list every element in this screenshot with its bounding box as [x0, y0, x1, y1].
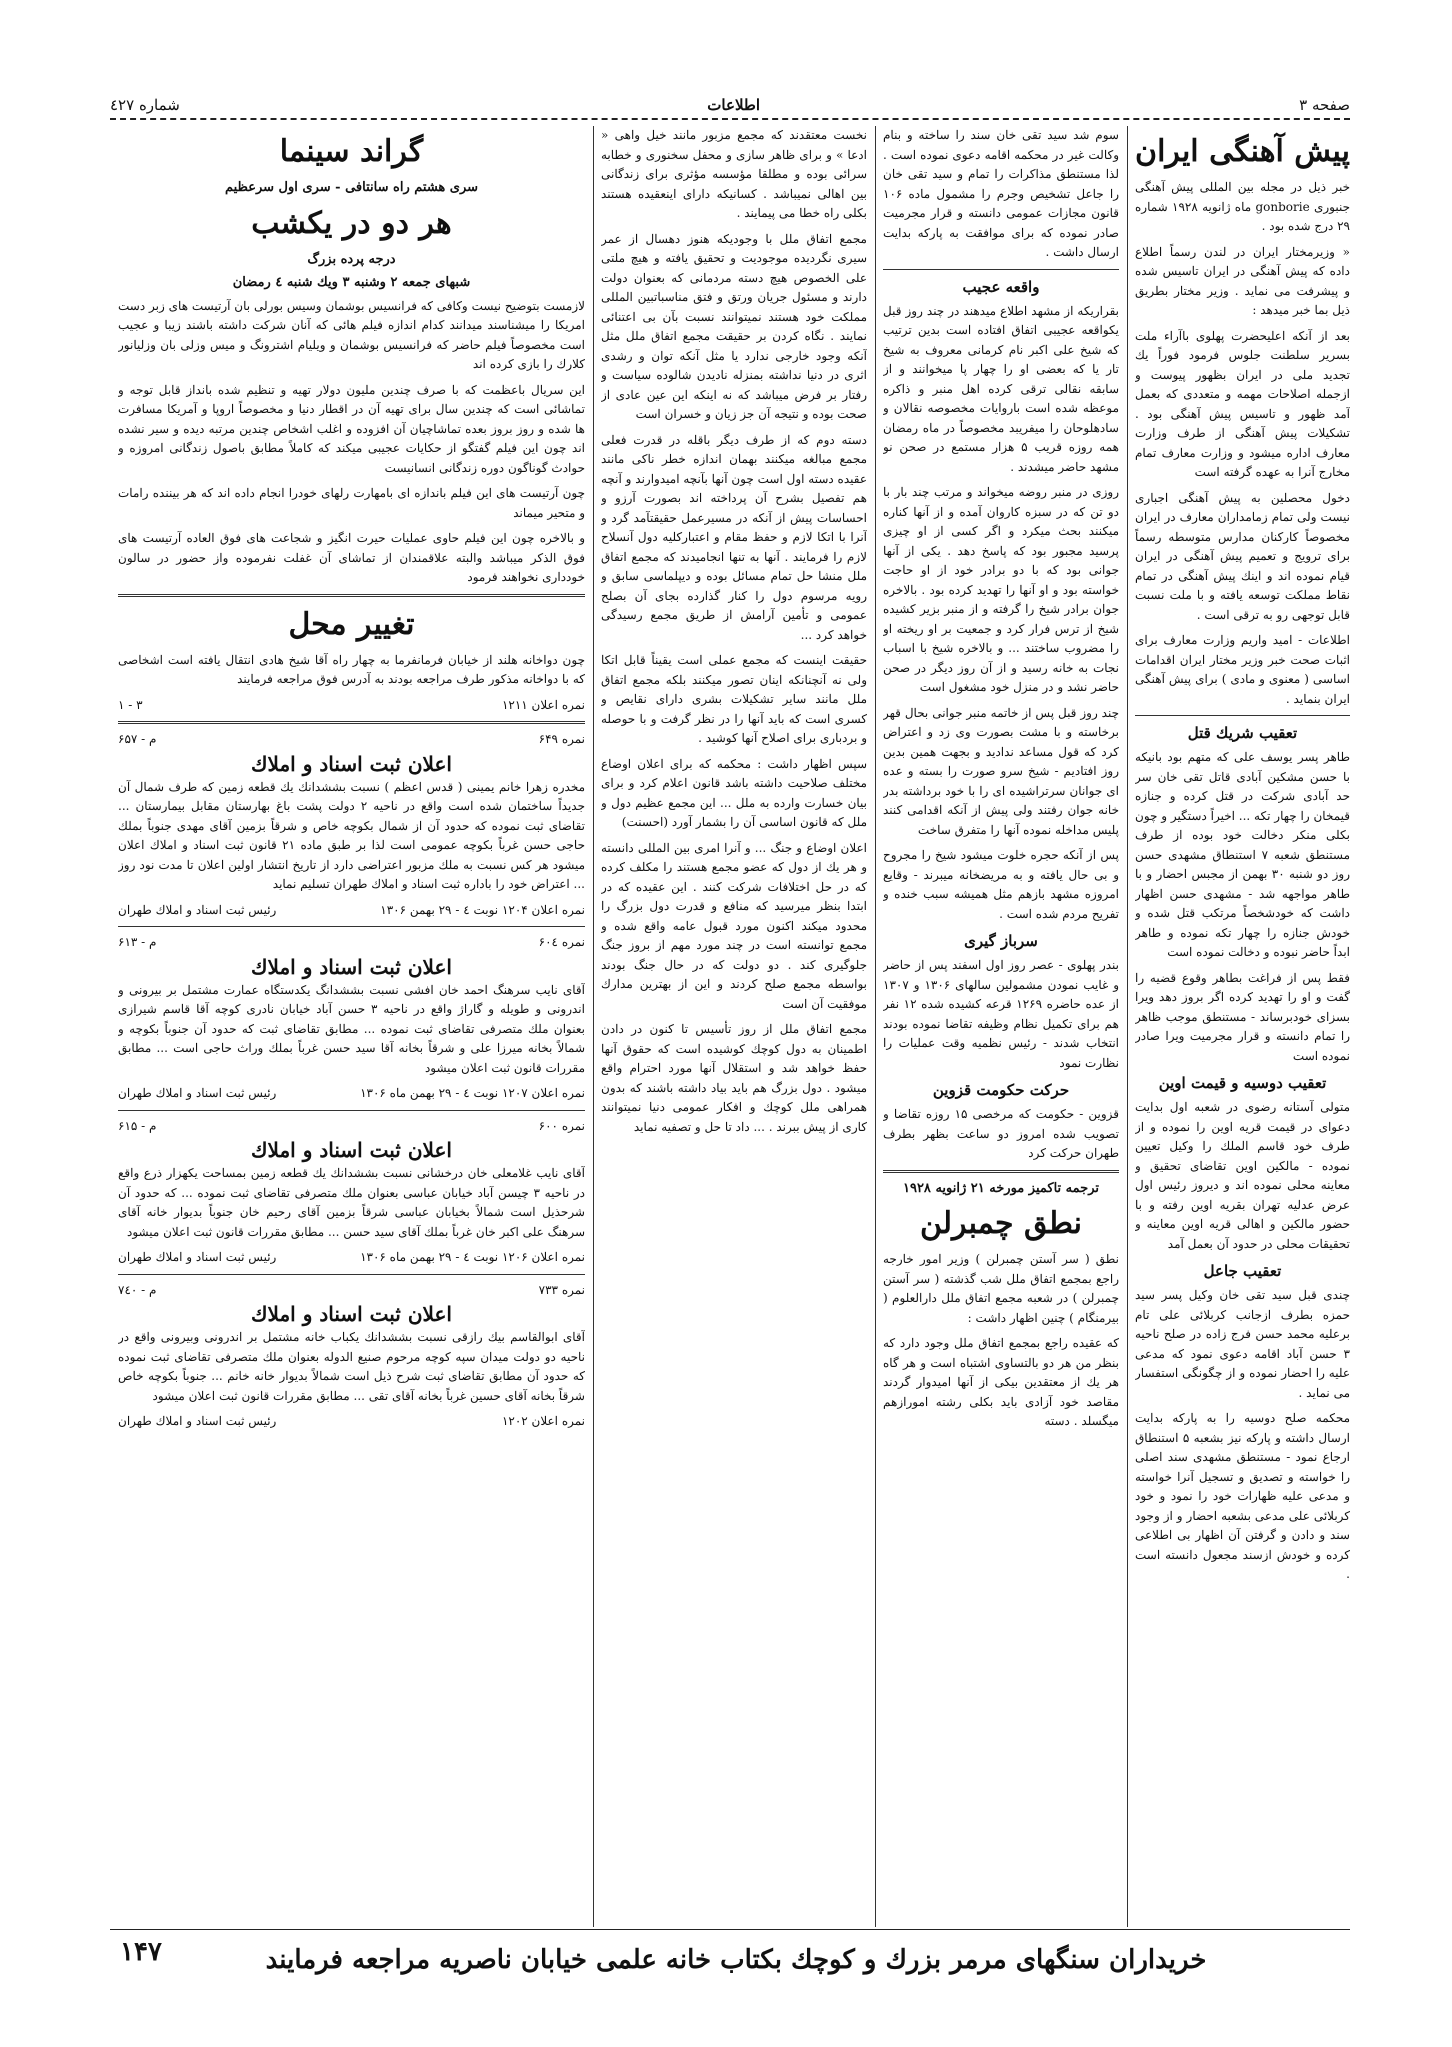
- paragraph: مجمع اتفاق ملل از روز تأسیس تا کنون در دادن اطمینان به دول کوچك کوشیده است که حقوق آنها حفظ خواهد شد و استقلال آنها مورد احترام واقع میشود . دول بزرگ هم باید بیاد داشته باشند که بدون همراهی ملل کوچك و افکار عمومی دنیا نمیتوانند کاری از پیش ببرند . ... داد تا حل و تصفیه نماید: [601, 1022, 867, 1134]
- ad-footer: [118, 901, 585, 921]
- ad-title: اعلان ثبت اسناد و املاك: [251, 1302, 452, 1326]
- newspaper-name: اطلاعات: [707, 96, 760, 114]
- ad-footer: [118, 1412, 585, 1432]
- ad-signature: رئیس ثبت اسناد و املاك طهران: [118, 1250, 277, 1264]
- ad-number: نمره ۷۳۳: [538, 1282, 585, 1297]
- footer-page-number: ۱۴۷: [120, 1937, 162, 1967]
- ad-code: م - ۷٤۰: [118, 1282, 157, 1297]
- paragraph: متولی آستانه رضوی در شعبه اول بدایت دعوای در قیمت قریه اوین را نموده و از طرف خود قاسم الملك را وکیل تعیین نموده - مالکین اوین تقاضای تحقیق و معاینه محلی نموده اند و دیروز رئیس اول عرض عدلیه تهران بقریه اوین رفته و با حضور مالکین و اهالی قریه اوین معاینه و تحقیقات محلی در حدود آن بعمل آمد: [1135, 1100, 1350, 1251]
- ad-footer-count: ۳ - ۱: [118, 697, 143, 712]
- ad-signature: رئیس ثبت اسناد و املاك طهران: [118, 1086, 277, 1100]
- paragraph: محکمه صلح دوسیه را به پارکه بدایت ارسال داشته و پارکه نیز بشعبه ۵ استنطاق ارجاع نمود - مستنطق مشهدی سند اصلی را خواسته و تصدیق و تسجیل آنرا خواسته و مدعی علیه ظهارات خود را نمود و خود کربلائی علی مدعی بشعبه احضار و از وجود سند و دادن و گرفتن آن اظهار بی اطلاعی کرده و خودش ازسند مجعول دانسته است .: [1135, 1411, 1350, 1581]
- paragraph: قزوین - حکومت که مرخصی ۱۵ روزه تقاضا و تصویب شده امروز دو ساعت بظهر بطرف طهران حرکت کرد: [883, 1107, 1119, 1160]
- paragraph: و بالاخره چون این فیلم حاوی عملیات حیرت انگیز و شجاعت های فوق العاده آرتیست های فوق الذکر میباشد والبته علاقمندان از تماشای آن غفلت نفرموده واز حضور در سالون خودداری نخواهند فرمود: [118, 531, 585, 584]
- divider: [883, 1170, 1119, 1173]
- paragraph: لازمست بتوضیح نیست وکافی که فرانسیس بوشمان وسیس بورلی بان آرتیست های زبر دست امریکا را میشناسند میدانند کدام اندازه فیلم هائی که آنان شرکت داشته باشند زیبا و عجیب است مخصوصاً فیلم حاضر که فرانسیس بوشمان و ویلیام اشترونگ و میس وزلی بان وزلیانور کلارك را بازی کرده اند: [118, 298, 585, 371]
- paragraph: این سریال باعظمت که با صرف چندین ملیون دولار تهیه و تنظیم شده بانداز قابل توجه و تماشائی است که چندین سال برای تهیه آن در اقطار دنیا و مخصوصاً اروپا و آمریکا مسافرت ها شده و روز بروز بعده تماشاچیان آن افزوده و اغلب اشخاص چندین مرتبه دیده و سیر نشده اند چون این فیلم گفتگو از حکایات عجیبی میکند که کاملاً مطابق باصول زندگانی امروزه و حوادث گوناگون دوره زندگانی انسانیست: [118, 382, 585, 475]
- section-heading: تغییر محل: [288, 606, 415, 642]
- section-heading: سرباز گیری: [964, 932, 1038, 950]
- ad-signature: رئیس ثبت اسناد و املاك طهران: [118, 1414, 277, 1428]
- ad-text: مخدره زهرا خانم یمینی ( قدس اعظم ) نسبت بششدانك یك قطعه زمین که طرف شمال آن جدیداً ساختمان شده است واقع در ناحیه ۲ دولت پشت باغ بهارستان مقابل بیمارستان ... تقاضای ثبت نموده که حدود آن از شمال بکوچه خاص و شرقاً بزمین آقای مهدی جنوباً بملك حاجی حسن غرباً بکوچه عمومی است لذا بر طبق ماده ۲۱ قانون ثبت اسناد و املاك اعلان میشود هر کس نسبت به ملك مزبور اعتراضی دارد از تاریخ انتشار اولین اعلان تا مدت نود روز ... اعتراض خود را باداره ثبت اسناد و املاك طهران تسلیم نماید: [118, 779, 585, 891]
- page-number: صفحه ۳: [1299, 96, 1350, 114]
- section-heading: حرکت حکومت قزوین: [932, 1081, 1070, 1099]
- section-heading: تعقیب شریك قتل: [1187, 724, 1298, 742]
- page-header: [110, 96, 1350, 116]
- paragraph: سپس اظهار داشت : محکمه که برای اعلان اوضاع مختلف صلاحیت داشته باشد قانون اعلام کرد و برای بیان خسارت وارده به ملل ... این مجمع عظیم دول و ملل که قانون اساسی آن را بشمار آورد (احسنت): [601, 756, 867, 829]
- ad-code: م - ۶۵۷: [118, 732, 157, 746]
- ad-header: [118, 1281, 585, 1301]
- ad-code: م - ۶۱۳: [118, 935, 157, 949]
- paragraph: نطق ( سر آستن چمبرلن ) وزیر امور خارجه راجع بمجمع اتفاق ملل شب گذشته ( سر آستن چمبرلن ) در شعبه مجمع اتفاق ملل دارالعلوم ( بیرمنگام ) چنین اظهار داشت :: [883, 1252, 1119, 1325]
- paragraph: چون دواخانه هلند از خیابان فرمانفرما به چهار راه آقا شیخ هادی انتقال یافته است اشخاصی که با دواخانه مذکور طرف مراجعه بودند به آدرس فوق مراجعه فرمایند: [118, 652, 585, 686]
- ad-number: نمره ۶۴۹: [538, 732, 585, 746]
- section-heading: تعقیب دوسیه و قیمت اوین: [1158, 1074, 1327, 1092]
- paragraph: بندر پهلوی - عصر روز اول اسفند پس از حاضر و غایب نمودن مشمولین سالهای ۱۳۰۶ و ۱۳۰۷ از عده حاضره ۱۲۶۹ قرعه کشیده شده ۱۲ نفر هم برای تکمیل نظام وظیفه تقاضا نموده بودند انتخاب شدند - رئیس نظمیه وقت عملیات را نظارت نمود: [883, 958, 1119, 1070]
- ad-text: آقای نایب غلامعلی خان درخشانی نسبت بششدانك یك قطعه زمین بمساحت یکهزار ذرع واقع در ناحیه ۳ چیسن آباد خیابان عباسی بعنوان ملك متصرفی تقاضای ثبت نموده ... که حدود آن شرحذیل است شمالاً بخیابان عباسی شرقاً بزمین آقای رحیم خان جنوباً بدیوار خانه آقای سرهنگ علی اکبر خان غرباً بملك آقای سید حسن ... مطابق مقررات قانون ثبت اعلان میشود: [118, 1166, 585, 1239]
- ad-header: [118, 730, 585, 750]
- paragraph: که عقیده راجع بمجمع اتفاق ملل وجود دارد که بنظر من هر دو بالتساوی اشتباه است و هر گاه هر یك از معتقدین بیکی از آنها امیدوار گردند مقاصد خود آزادی باید بکلی رشته امورازهم میگسلد . دسته: [883, 1336, 1119, 1428]
- column-1: [1135, 126, 1350, 1927]
- issue-number: شماره ٤٢٧: [110, 96, 180, 114]
- section-heading: تعقیب جاعل: [1203, 1262, 1282, 1280]
- paragraph: نخست معتقدند که مجمع مزبور مانند خیل واهی « ادعا » و برای ظاهر سازی و محفل سخنوری و خطابه سرائی بوده و مطلقا مؤسسه مؤثری برای زندگانی بین اهالی نمیباشد . کسانیکه دارای اینعقیده هستند بکلی راه خطا می پیمایند .: [601, 128, 867, 220]
- paragraph: بعد از آنکه اعلیحضرت پهلوی باآراء ملت بسریر سلطنت جلوس فرمود فوراً یك تجدید ملی در ایران بظهور پیوست و ازجمله اصلاحات مهمه و متعددی که بعمل آمد ظهور و تاسیس پیش آهنگی بود . تشکیلات پیش آهنگی از طرف وزارت معارف اداره میشود و وزارت معارف تمام مخارج آنرا به عهده گرفته است: [1135, 328, 1350, 479]
- column-divider: [593, 126, 594, 1927]
- divider: [118, 926, 585, 927]
- article-title: پیش آهنگی ایران: [1135, 134, 1350, 169]
- ad-footer-text: نمره اعلان ۱۲۰۲: [501, 1414, 585, 1428]
- ad-footer: [118, 696, 585, 716]
- film-title: هر دو در یکشب: [251, 205, 452, 241]
- paragraph: روزی در منبر روضه میخواند و مرتب چند بار با دو تن که در سبزه کاروان آمده و از آنها کناره میکنند بحث میکرد و اگر کسی از او چیزی پرسید مجبور بود که پاسخ دهد . یکی از آنها جوانی بود که با دو برادر خود از او حاجت خواسته بود و او آنها را تهدید کرده بود . بالاخره جوان برادر شیخ را گرفته و از منبر بزیر کشیده شیخ از ترس فرار کرد و جمعیت بر او ریخته او را مضروب ساختند ... و بالاخره شیخ با اسباب نجات به خانه رسید و از آن روز دیگر در صحن حاضر نشد و در منزل خود مشغول است: [883, 485, 1119, 694]
- column-2: [883, 126, 1119, 1927]
- paragraph: طاهر پسر یوسف علی که متهم بود بانیکه با حسن مشکین آبادی قاتل تقی خان سر حد آبادی شرکت در قتل کرده و جنازه قیمخان را چهار تکه ... اخیراً دستگیر و چون بکلی منکر دخالت خود بوده از طرف مستنطق شعبه ۷ استنطاق مشهدی حسن روز دو شنبه ۳۰ بهمن از مجبس احضار و با طاهر مواجهه شد - مشهدی حسن اظهار داشت که خودشخصاً مرتکب قتل شده و خودش جنازه را چهار تکه نموده و طاهر ابداً حاضر نبوده و دخالت نموده است: [1135, 750, 1350, 959]
- paragraph: بقراریکه از مشهد اطلاع میدهند در چند روز قبل یکواقعه عجیبی اتفاق افتاده است بدین ترتیب که شیخ علی اکبر نام کرمانی معروف به شیخ تار یا که بعضی او را چهار پا میخوانند و از سابقه نقالی ترقی کرده اهل منبر و ذاکره موعظه شده است باروایات مخصوصه نقالان و سادهلوحان را میفریبد مخصوصاً در ماه رمضان همه روزه قریب ۵ هزار مستمع در صحن نو مشهد حاضر میشدند .: [883, 303, 1119, 474]
- paragraph: اطلاعات - امید واریم وزارت معارف برای اثبات صحت خبر وزیر مختار ایران اقدامات اساسی ( معنوی و مادی ) برای پیش آهنگی ایران بنماید .: [1135, 633, 1350, 706]
- cinema-title: گراند سینما: [279, 134, 424, 169]
- ad-footer: [118, 1084, 585, 1104]
- cinema-subtitle: سری هشتم راه سانتافی - سری اول سرعظیم: [224, 180, 479, 195]
- header-rule: [110, 118, 1350, 120]
- divider: [1135, 715, 1350, 716]
- ad-number: نمره ۶۰۰: [538, 1118, 585, 1133]
- ad-footer-number: نمره اعلان ۱۲۱۱: [501, 697, 585, 712]
- paragraph: چند روز قبل پس از خاتمه منبر جوانی بحال قهر برخاسته و با مشت بصورت وی زد و اعتراض کرد که قول مساعد ندادید و بجهت همین بدین روز افتادیم - شیخ سرو صورت را بسته و عده ای جوانان سرتراشیده ای را با خود برداشته بدر خانه جوان رفتند ولی پیش از آنکه اقدامی کنند پلیس مداخله نموده آنها را متفرق ساخت: [883, 705, 1119, 837]
- paragraph: مجمع اتفاق ملل با وجودیکه هنوز دهسال از عمر سیری نگردیده موجودیت و تحقیق یافته و هیچ ملتی علی الخصوص هیچ دسته مردمانی که بعنوان دولت دارند و مسئول جریان ورتق و فتق مناسباتبین المللی مملکت خود هستند نمیتوانند نسبت بآن بی اعتنائی نمایند . نگاه کردن بر حقیقت مجمع اتفاق ملل مثل آنکه وجود خارجی ندارد یا مثل آنکه توان و رشدی اثری در دنیا نداشته بمنزله نادیدن شالوده سیاست و رفتار بر فرض میباشد که نه اینکه این عین عادی از صحت بوده و نتیجه آن جز زیان و خسران است: [601, 231, 867, 421]
- ad-footer-text: نمره اعلان ۱۲۰۷ نوبت ٤ - ۲۹ بهمن ماه ۱۳۰۶: [360, 1086, 585, 1100]
- paragraph: دسته دوم که از طرف دیگر باقله در قدرت فعلی مجمع مبالغه میکنند بهمان اندازه خطر ناکی مانند عقیده دسته اول است چون آنها بآنچه امیدوارند و آنچه هم تفصیل بشرح آن پرداخته اند بصورت آرزو و احساسات پیش از آنکه در مسیرعمل حقیقتآمد گرد و آنرا با اتکا لازم و حفظ مقام و اعتبارکلیه دول آنسلاح لازم را فرمایند . آنها به تنها انجامیدند که مجمع اتفاق ملل منشا حل تمام مسائل بوده و دیپلماسی سابق و رویه مرسوم دول را کنار گذارده بجای آن بصلح عمومی و تأمین آرامش از طریق مجمع رسیدگی خواهد کرد ...: [601, 432, 867, 642]
- cinema-seats: درجه پرده بزرگ: [307, 251, 396, 267]
- divider: [118, 594, 585, 597]
- ad-footer: [118, 1248, 585, 1268]
- ad-text: آقای نایب سرهنگ احمد خان افشی نسبت بششدانگ یکدستگاه عمارت مشتمل بر بیرونی و اندرونی و طویله و گاراژ واقع در ناحیه ۳ حسن آباد خیابان نادری کوچه آقا قاسم شیرازی بعنوان ملك متصرفی تقاضای ثبت نموده ... مطابق تقاضای ثبت که حدود آن جنوباً بکوچه و شمالاً بخانه میرزا علی و شرقاً بخانه آقا سید حسن غرباً بملك وراث حاجی است ... مطابق مقررات قانون ثبت اعلان میشود: [118, 982, 585, 1075]
- ad-text: آقای ابوالقاسم بیك رازقی نسبت بششدانك یکباب خانه مشتمل بر اندرونی وبیرونی واقع در ناحیه دو دولت میدان سپه کوچه مرحوم صنیع الدوله بعنوان ملك متصرفی تقاضای ثبت نموده که حدود آن مطابق تقاضای ثبت شرح ذیل است شمالاً بدیوار خانه خانم ... جنوباً بکوچه خاص شرقاً بخانه آقای حسین غرباً بخانه آقای تقی ... مطابق مقررات قانون ثبت اعلان میشود: [118, 1330, 585, 1403]
- paragraph: اعلان اوضاع و جنگ ... و آنرا امری بین المللی دانسته و هر یك از دول که عضو مجمع هستند را مکلف کرده که در حل اختلافات شرکت کنند . این عقیده که در ابتدا بنظر میرسید که منافع و قدرت دول بزرگ را محدود میکند اکنون مورد قبول عامه واقع شده و مجمع توانسته است در چند مورد مهم از بروز جنگ جلوگیری کند . دو دولت که در حال جنگ بودند بواسطه مجمع صلح کردند و این از بهترین مدارك موفقیت آن است: [601, 840, 867, 1011]
- divider: [118, 1110, 585, 1111]
- article-title: نطق چمبرلن: [920, 1206, 1082, 1241]
- divider: [118, 1274, 585, 1275]
- cinema-dates: شبهای جمعه ۲ وشنبه ۳ ویك شنبه ٤ رمضان: [232, 275, 471, 290]
- paragraph: چندی قبل سید تقی خان وکیل پسر سید حمزه بطرف ازجانب کربلائی علی تام برعلیه محمد حسن فرج زاده در صلح ناحیه ۳ حسن آباد اقامه دعوی نمود که مدعی علیه را احضار نموده و از چگونگی استفسار می نماید .: [1135, 1288, 1350, 1400]
- column-divider: [875, 126, 876, 1927]
- paragraph: فقط پس از فراغت بطاهر وقوع قضیه را گفت و او را تهدید کرده اگر بروز دهد ویرا بسزای خودبرساند - مستنطق موجب ظاهر را تمام دانسته و قرار مجرمیت ویرا صادر نموده است: [1135, 970, 1350, 1063]
- paragraph: حقیقت اینست که مجمع عملی است یقیناً قابل اتکا ولی نه آنچنانکه اینان تصور میکنند بلکه مجمع اتفاق ملل مانند سایر تشکیلات بشری دارای نقایص و کسری است که باید آنها را در نظر گرفت و با حوصله و بردباری برای اصلاح آنها کوشید .: [601, 653, 867, 745]
- ad-footer-text: نمره اعلان ۱۲۰۴ نوبت ٤ - ۲۹ بهمن ۱۳۰۶: [380, 902, 585, 917]
- paragraph: پس از آنکه حجره خلوت میشود شیخ را مجروح و بی حال یافته و به مریضخانه میبرند - وقایع امروزه مشهد بازهم مثل همیشه سبب خنده و تفریح مردم شده است .: [883, 848, 1119, 921]
- column-4: [118, 126, 585, 1927]
- ad-title: اعلان ثبت اسناد و املاك: [251, 751, 452, 776]
- footer-rule: [110, 1929, 1350, 1930]
- divider: [883, 269, 1119, 270]
- translation-caption: ترجمه تاکمیز مورخه ۲۱ ژانویه ۱۹۲۸: [902, 1180, 1099, 1196]
- ad-header: [118, 1117, 585, 1137]
- ad-footer-text: نمره اعلان ۱۲۰۶ نوبت ٤ - ۲۹ بهمن ماه ۱۳۰۶: [360, 1250, 585, 1264]
- paragraph: چون آرتیست های این فیلم باندازه ای بامهارت رلهای خودرا انجام داده اند که هر بیننده رامات و متحیر میماند: [118, 486, 585, 520]
- ad-header: [118, 933, 585, 953]
- paragraph: سوم شد سید تقی خان سند را ساخته و بنام وکالت غیر در محکمه اقامه دعوی نموده است . لذا مستنطق مذاکرات را تمام و سید تقی خان را جاعل تشخیص وجرم را مشمول ماده ۱۰۶ قانون مجازات عمومی دانسته و قرار مجرمیت صادر نموده که برای موافقت به پارکه بدایت ارسال داشت .: [883, 128, 1119, 259]
- ad-number: نمره ۶۰٤: [538, 935, 585, 949]
- ad-title: اعلان ثبت اسناد و املاك: [251, 1138, 452, 1162]
- ad-signature: رئیس ثبت اسناد و املاك طهران: [118, 902, 277, 917]
- paragraph: « وزیرمختار ایران در لندن رسماً اطلاع داده که پیش آهنگی در ایران تاسیس شده و پیشرفت می نماید . وزیر مختار بطریق ذیل بما خبر میدهد :: [1135, 244, 1350, 317]
- ad-title: اعلان ثبت اسناد و املاك: [251, 954, 452, 979]
- section-heading: واقعه عجیب: [962, 277, 1040, 296]
- paragraph: خبر ذیل در مجله بین المللی پیش آهنگی جنبوری gonborie ماه ژانویه ۱۹۲۸ شماره ۲۹ درج شده بود .: [1135, 180, 1350, 233]
- ad-code: م - ۶۱۵: [118, 1118, 157, 1133]
- footer-advertisement: خریداران سنگهای مرمر بزرك و كوچك بکتاب خانه علمی خیابان ناصریه مراجعه فرمایند: [265, 1945, 1207, 1975]
- divider: [118, 721, 585, 724]
- column-3: [601, 126, 867, 1927]
- column-divider: [1127, 126, 1128, 1927]
- paragraph: دخول محصلین به پیش آهنگی اجباری نیست ولی تمام زمامداران معارف در ایران مخصوصاً کارکنان مدارس متوسطه رسماً برای ترویج و تعمیم پیش آهنگی در ایران قیام نموده اند و اینك پیش آهنگی در تمام نقاط مملکت توسعه یافته و با ملت نسبت قابل توجهی رو به ترقی است .: [1135, 490, 1350, 622]
